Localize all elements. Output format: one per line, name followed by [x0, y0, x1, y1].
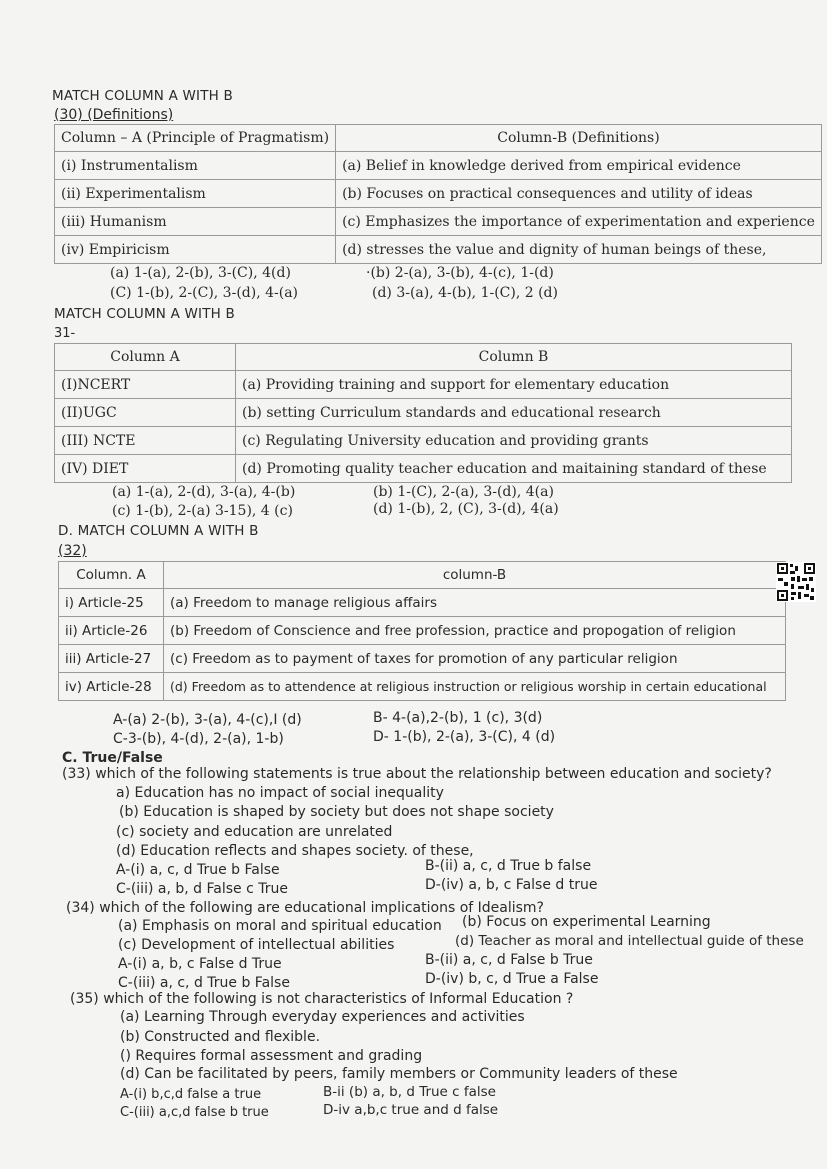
option: (d) 1-(b), 2, (C), 3-(d), 4(a): [373, 501, 559, 517]
column-a-header: Column. A: [59, 562, 164, 589]
cell-b: (a) Belief in knowledge derived from empirical evidence: [336, 152, 822, 180]
cell-a: (II)UGC: [55, 399, 236, 427]
cell-b: (c) Freedom as to payment of taxes for promotion of any particular religion: [164, 645, 786, 673]
option: ·(b) 2-(a), 3-(b), 4-(c), 1-(d): [366, 265, 554, 281]
option: (d) 3-(a), 4-(b), 1-(C), 2 (d): [372, 285, 558, 301]
cell-a: iv) Article-28: [59, 673, 164, 701]
table-row: [59, 589, 786, 617]
option: B-(ii) a, c, d False b True: [425, 952, 593, 968]
cell-b: (d) stresses the value and dignity of human beings of these,: [336, 236, 822, 264]
statement: (c) Development of intellectual abilities: [118, 937, 395, 953]
question-label: (30) (Definitions): [54, 107, 174, 123]
cell-a: (ii) Experimentalism: [55, 180, 336, 208]
statement: (b) Constructed and flexible.: [120, 1029, 321, 1045]
column-b-header: column-B: [164, 562, 786, 589]
option: C-(iii) a, b, d False c True: [116, 881, 288, 897]
table-row: [55, 180, 822, 208]
cell-b: (a) Freedom to manage religious affairs: [164, 589, 786, 617]
option: C-(iii) a, c, d True b False: [118, 975, 290, 991]
cell-a: (iv) Empiricism: [55, 236, 336, 264]
option: (a) 1-(a), 2-(d), 3-(a), 4-(b): [112, 484, 296, 500]
table-row: [59, 617, 786, 645]
section-heading: MATCH COLUMN A WITH B: [52, 88, 233, 104]
option: B-(ii) a, c, d True b false: [425, 858, 592, 874]
option: A-(i) b,c,d false a true: [120, 1087, 262, 1102]
statement: (d) Education reflects and shapes society. of these,: [116, 843, 474, 859]
option: (c) 1-(b), 2-(a) 3-15), 4 (c): [112, 503, 293, 519]
column-a-header: Column A: [55, 344, 236, 371]
cell-b: (c) Regulating University education and providing grants: [236, 427, 792, 455]
statement: (b) Education is shaped by society but does not shape society: [119, 804, 554, 820]
section-heading: C. True/False: [62, 750, 163, 766]
statement: a) Education has no impact of social inequality: [116, 785, 444, 801]
match-table-q32: [58, 561, 786, 701]
option: B- 4-(a),2-(b), 1 (c), 3(d): [373, 710, 543, 726]
table-row: [55, 236, 822, 264]
option: D-iv a,b,c true and d false: [323, 1102, 499, 1118]
question-text: (33) which of the following statements is true about the relationship between education and society?: [62, 766, 772, 782]
question-label: 31-: [54, 326, 76, 341]
option: (b) 1-(C), 2-(a), 3-(d), 4(a): [373, 484, 554, 500]
cell-b: (d) Freedom as to attendence at religious instruction or religious worship in certain educational: [164, 673, 786, 701]
statement: (a) Emphasis on moral and spiritual education: [118, 918, 442, 934]
cell-b: (c) Emphasizes the importance of experimentation and experience: [336, 208, 822, 236]
table-row: [59, 673, 786, 701]
cell-a: (i) Instrumentalism: [55, 152, 336, 180]
option: A-(i) a, b, c False d True: [118, 956, 282, 972]
match-table-q31: [54, 343, 792, 483]
cell-a: (III) NCTE: [55, 427, 236, 455]
option: D-(iv) b, c, d True a False: [425, 971, 599, 987]
question-label: (32): [58, 543, 87, 559]
table-row: [55, 427, 792, 455]
table-row: [55, 371, 792, 399]
cell-b: (d) Promoting quality teacher education and maitaining standard of these: [236, 455, 792, 483]
cell-b: (a) Providing training and support for elementary education: [236, 371, 792, 399]
option: C-(iii) a,c,d false b true: [120, 1105, 269, 1120]
cell-a: (IV) DIET: [55, 455, 236, 483]
section-heading: D. MATCH COLUMN A WITH B: [58, 523, 259, 539]
statement: (d) Teacher as moral and intellectual guide of these: [455, 933, 804, 949]
cell-a: ii) Article-26: [59, 617, 164, 645]
table-row: [55, 208, 822, 236]
option: (C) 1-(b), 2-(C), 3-(d), 4-(a): [110, 285, 299, 301]
statement: (b) Focus on experimental Learning: [462, 914, 711, 930]
statement: (d) Can be facilitated by peers, family members or Community leaders of these: [120, 1066, 678, 1082]
table-row: [59, 645, 786, 673]
cell-a: iii) Article-27: [59, 645, 164, 673]
column-a-header: Column – A (Principle of Pragmatism): [55, 125, 336, 152]
cell-b: (b) setting Curriculum standards and educational research: [236, 399, 792, 427]
option: C-3-(b), 4-(d), 2-(a), 1-b): [113, 731, 284, 747]
qr-code-icon: [776, 562, 816, 602]
question-text: (35) which of the following is not characteristics of Informal Education ?: [70, 991, 574, 1007]
option: D-(iv) a, b, c False d true: [425, 877, 598, 893]
table-row: [55, 399, 792, 427]
table-row: [55, 152, 822, 180]
column-b-header: Column B: [236, 344, 792, 371]
option: (a) 1-(a), 2-(b), 3-(C), 4(d): [110, 265, 291, 281]
match-table-q30: [54, 124, 822, 264]
statement: (c) society and education are unrelated: [116, 824, 393, 840]
option: A-(i) a, c, d True b False: [116, 862, 280, 878]
section-heading: MATCH COLUMN A WITH B: [54, 306, 235, 322]
cell-a: (iii) Humanism: [55, 208, 336, 236]
cell-a: (I)NCERT: [55, 371, 236, 399]
table-row: [55, 455, 792, 483]
statement: (a) Learning Through everyday experiences and activities: [120, 1009, 525, 1025]
cell-a: i) Article-25: [59, 589, 164, 617]
option: D- 1-(b), 2-(a), 3-(C), 4 (d): [373, 729, 556, 745]
option: A-(a) 2-(b), 3-(a), 4-(c),I (d): [113, 712, 302, 728]
cell-b: (b) Focuses on practical consequences and utility of ideas: [336, 180, 822, 208]
cell-b: (b) Freedom of Conscience and free profession, practice and propogation of religion: [164, 617, 786, 645]
option: B-ii (b) a, b, d True c false: [323, 1084, 496, 1100]
statement: () Requires formal assessment and grading: [120, 1048, 423, 1064]
question-text: (34) which of the following are educational implications of Idealism?: [66, 900, 544, 916]
column-b-header: Column-B (Definitions): [336, 125, 822, 152]
